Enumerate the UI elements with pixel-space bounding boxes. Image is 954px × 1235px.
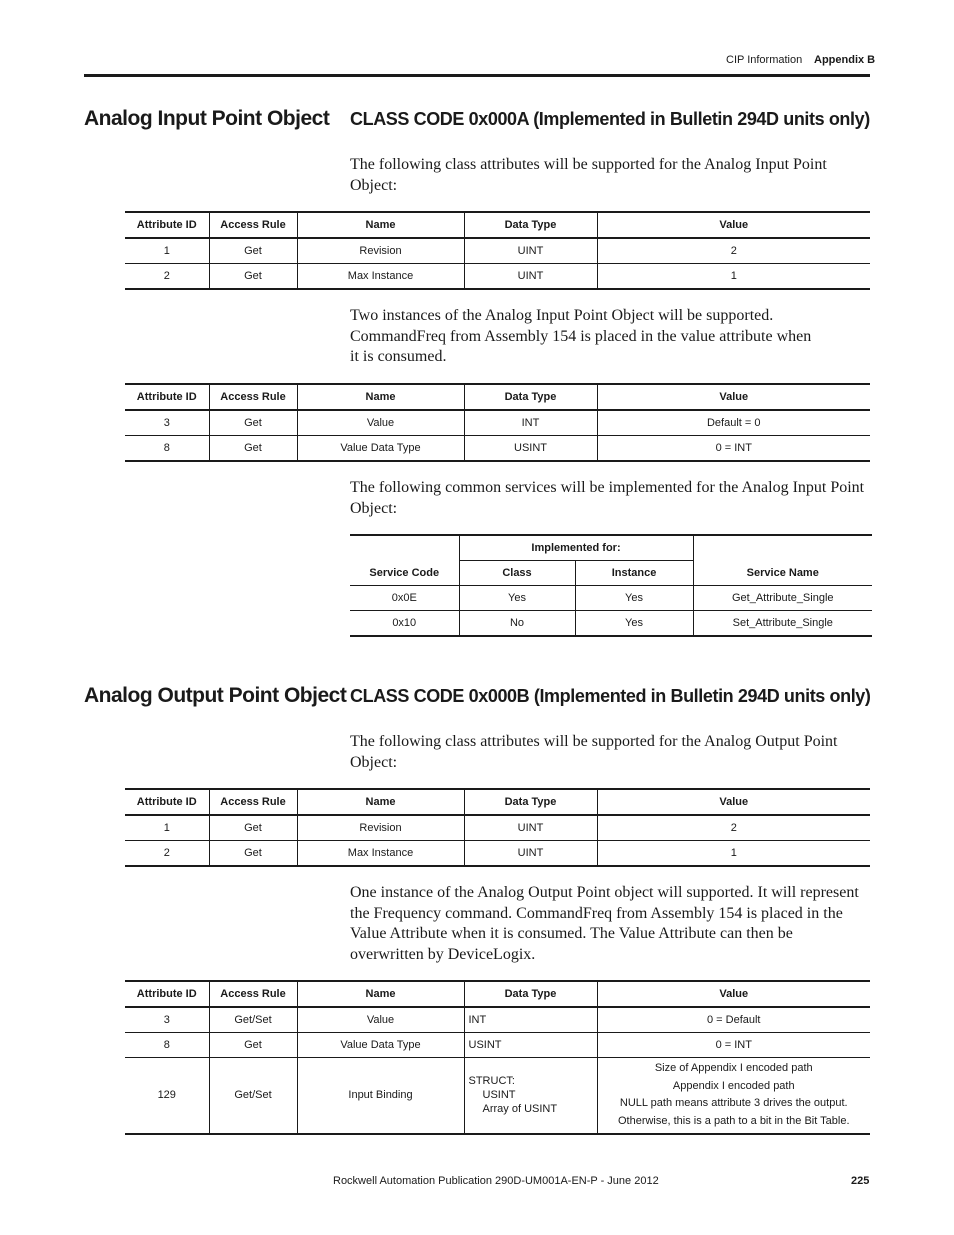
cell: UINT xyxy=(464,238,597,264)
type-line: Array of USINT xyxy=(482,1103,558,1116)
cell: Max Instance xyxy=(297,264,464,290)
analog-input-para2: Two instances of the Analog Input Point Object will be supported. CommandFreq from Assembly 154 is placed in the value attribute when it is consumed. xyxy=(350,307,812,365)
running-header-appendix: Appendix B xyxy=(814,54,876,66)
cell: Get xyxy=(209,238,297,264)
table-row xyxy=(125,1058,870,1134)
col-access-rule: Access Rule xyxy=(209,789,297,815)
binding-value-cell xyxy=(597,1058,870,1134)
analog-output-title: Analog Output Point Object xyxy=(84,684,347,707)
cell: 1 xyxy=(597,841,870,867)
cell: UINT xyxy=(464,841,597,867)
table-row xyxy=(125,264,870,290)
col-access-rule: Access Rule xyxy=(209,384,297,410)
cell: 3 xyxy=(125,410,209,436)
cell: 2 xyxy=(125,841,209,867)
cell: 0x10 xyxy=(350,611,459,637)
type-line: USINT xyxy=(482,1089,516,1102)
cell: Yes xyxy=(459,586,575,611)
cell: 2 xyxy=(125,264,209,290)
cell: Yes xyxy=(575,611,693,637)
page-number: 225 xyxy=(851,1175,870,1187)
analog-input-class-code: CLASS CODE 0x000A (Implemented in Bulletin 294D units only) xyxy=(350,109,870,129)
cell: 1 xyxy=(597,264,870,290)
cell: Value xyxy=(297,410,464,436)
col-data-type: Data Type xyxy=(464,212,597,238)
analog-input-para3: The following common services will be implemented for the Analog Input Point Object: xyxy=(350,479,865,517)
cell: Get_Attribute_Single xyxy=(693,586,872,611)
col-name: Name xyxy=(297,384,464,410)
cell: Input Binding xyxy=(297,1058,464,1134)
cell: Yes xyxy=(575,586,693,611)
cell: Get xyxy=(209,410,297,436)
analog-output-instance-attr-table xyxy=(125,980,870,1135)
cell: 129 xyxy=(125,1058,209,1134)
col-instance: Instance xyxy=(575,561,693,586)
analog-input-class-attr-table xyxy=(125,211,870,290)
value-line: Size of Appendix I encoded path xyxy=(654,1062,813,1075)
table-row xyxy=(125,410,870,436)
col-value: Value xyxy=(597,212,870,238)
table-row xyxy=(125,1033,870,1058)
table-row xyxy=(125,815,870,841)
cell: INT xyxy=(464,1007,597,1033)
footer-publication: Rockwell Automation Publication 290D-UM001A-EN-P - June 2012 xyxy=(333,1175,659,1187)
table-row xyxy=(125,436,870,462)
col-name: Name xyxy=(297,981,464,1007)
table-row xyxy=(350,611,872,637)
col-name: Name xyxy=(297,212,464,238)
cell: 2 xyxy=(597,238,870,264)
cell: 8 xyxy=(125,1033,209,1058)
col-service-name: Service Name xyxy=(693,535,872,586)
cell: Get/Set xyxy=(209,1007,297,1033)
analog-input-services-table xyxy=(350,534,872,637)
col-access-rule: Access Rule xyxy=(209,981,297,1007)
cell: Default = 0 xyxy=(597,410,870,436)
cell: 0x0E xyxy=(350,586,459,611)
col-name: Name xyxy=(297,789,464,815)
col-service-code: Service Code xyxy=(350,535,459,586)
cell: Get xyxy=(209,841,297,867)
analog-input-para1: The following class attributes will be supported for the Analog Input Point Object: xyxy=(350,156,827,194)
col-attribute-id: Attribute ID xyxy=(125,384,209,410)
col-attribute-id: Attribute ID xyxy=(125,981,209,1007)
cell: Value Data Type xyxy=(297,1033,464,1058)
value-line: Otherwise, this is a path to a bit in the Bit Table. xyxy=(617,1114,850,1127)
running-header-section: CIP Information xyxy=(726,54,803,66)
table-row xyxy=(125,238,870,264)
cell: Value xyxy=(297,1007,464,1033)
cell: 0 = INT xyxy=(597,1033,870,1058)
cell: Get xyxy=(209,436,297,462)
cell: INT xyxy=(464,410,597,436)
cell: 3 xyxy=(125,1007,209,1033)
cell: Get xyxy=(209,815,297,841)
cell: Revision xyxy=(297,815,464,841)
analog-input-instance-attr-table xyxy=(125,383,870,462)
cell: Max Instance xyxy=(297,841,464,867)
col-data-type: Data Type xyxy=(464,981,597,1007)
col-attribute-id: Attribute ID xyxy=(125,212,209,238)
col-value: Value xyxy=(597,384,870,410)
cell: 0 = INT xyxy=(597,436,870,462)
cell: 2 xyxy=(597,815,870,841)
type-line: STRUCT: xyxy=(468,1075,515,1088)
analog-output-para2: One instance of the Analog Output Point object will supported. It will represent the Frequency command. CommandFreq from Assembly 154 is placed in the Value Attribute when it is consumed. The Value Attribute can then be overwritten by DeviceLogix. xyxy=(350,884,859,963)
col-data-type: Data Type xyxy=(464,384,597,410)
cell: 0 = Default xyxy=(597,1007,870,1033)
cell: 1 xyxy=(125,238,209,264)
col-value: Value xyxy=(597,789,870,815)
cell: UINT xyxy=(464,264,597,290)
cell: Value Data Type xyxy=(297,436,464,462)
struct-type-cell xyxy=(464,1058,597,1134)
cell: Get/Set xyxy=(209,1058,297,1134)
col-data-type: Data Type xyxy=(464,789,597,815)
analog-output-para1: The following class attributes will be supported for the Analog Output Point Object: xyxy=(350,733,838,771)
table-row xyxy=(350,586,872,611)
col-class: Class xyxy=(459,561,575,586)
cell: USINT xyxy=(464,1033,597,1058)
cell: Get xyxy=(209,1033,297,1058)
cell: 8 xyxy=(125,436,209,462)
value-line: Appendix I encoded path xyxy=(672,1079,795,1092)
value-line: NULL path means attribute 3 drives the output. xyxy=(619,1097,848,1110)
header-rule xyxy=(84,74,870,77)
col-implemented-for: Implemented for: xyxy=(459,535,693,561)
analog-output-class-attr-table xyxy=(125,788,870,867)
analog-output-class-code: CLASS CODE 0x000B (Implemented in Bulletin 294D units only) xyxy=(350,686,871,706)
cell: USINT xyxy=(464,436,597,462)
cell: 1 xyxy=(125,815,209,841)
col-access-rule: Access Rule xyxy=(209,212,297,238)
cell: Revision xyxy=(297,238,464,264)
col-attribute-id: Attribute ID xyxy=(125,789,209,815)
table-row xyxy=(125,841,870,867)
cell: Get xyxy=(209,264,297,290)
cell: No xyxy=(459,611,575,637)
cell: Set_Attribute_Single xyxy=(693,611,872,637)
col-value: Value xyxy=(597,981,870,1007)
analog-input-title: Analog Input Point Object xyxy=(84,107,330,130)
cell: UINT xyxy=(464,815,597,841)
table-row xyxy=(125,1007,870,1033)
